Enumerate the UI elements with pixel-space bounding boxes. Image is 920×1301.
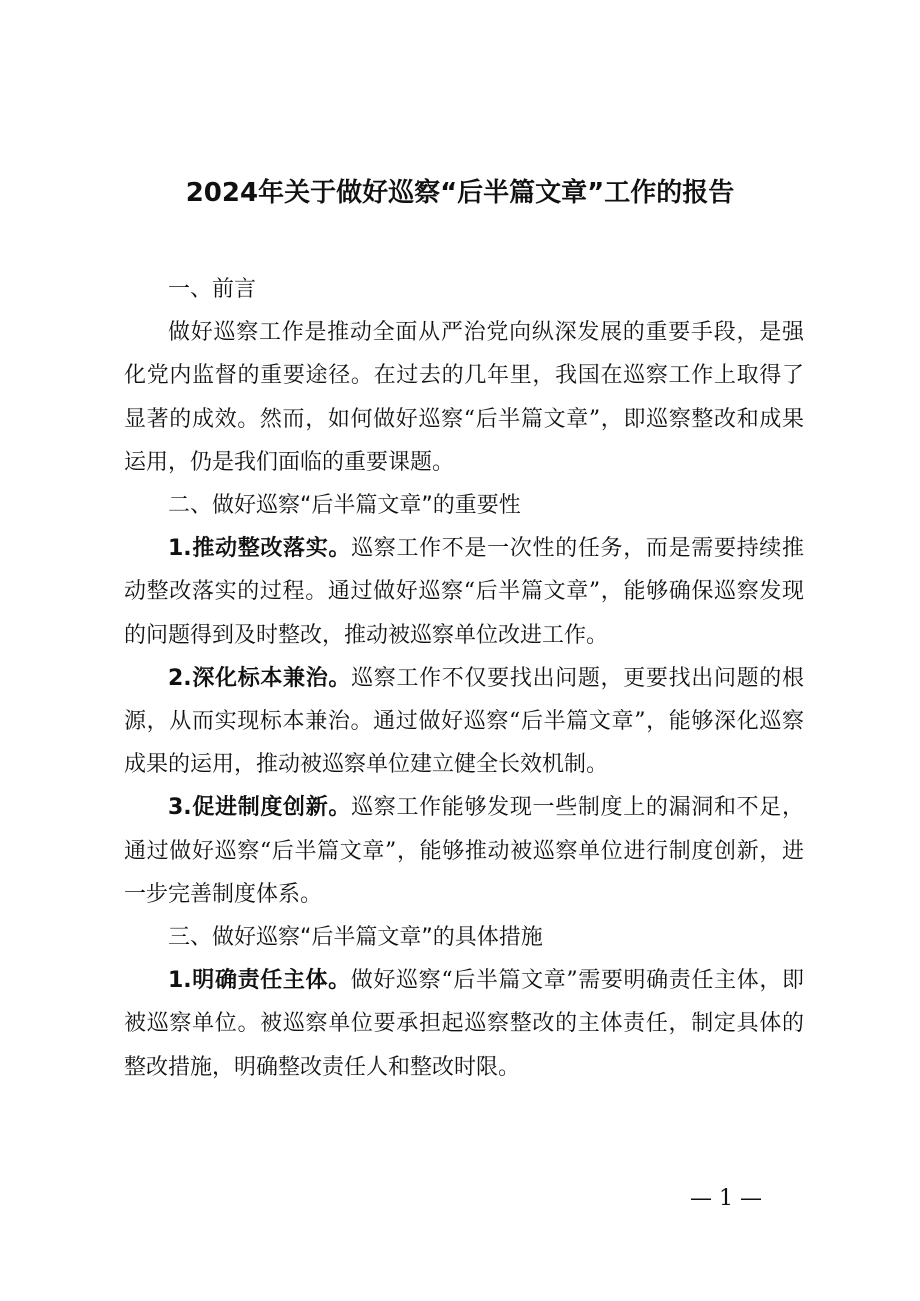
item-lead: 1.推动整改落实。 bbox=[168, 536, 352, 562]
page-number: — 1 — bbox=[690, 1186, 762, 1211]
paragraph-preface: 做好巡察工作是推动全面从严治党向纵深发展的重要手段，是强化党内监督的重要途径。在过去的几年里，我国在巡察工作上取得了显著的成效。然而，如何做好巡察“后半篇文章”，即巡察整改和成果运用，仍是我们面临的重要课题。 bbox=[124, 320, 804, 475]
document-body bbox=[124, 268, 804, 1089]
section-heading-preface: 一、前言 bbox=[168, 277, 257, 302]
item-lead: 1.明确责任主体。 bbox=[168, 968, 351, 994]
paragraph-item bbox=[124, 959, 804, 1089]
item-text: 巡察工作不仅要找出问题，更要找出问题的根源，从而实现标本兼治。通过做好巡察“后半篇文章”，能够深化巡察成果的运用，推动被巡察单位建立健全长效机制。 bbox=[124, 665, 804, 778]
paragraph-item bbox=[124, 527, 804, 657]
paragraph-item bbox=[124, 786, 804, 916]
paragraph-item bbox=[124, 657, 804, 787]
item-lead: 2.深化标本兼治。 bbox=[168, 665, 352, 691]
section-heading-measures: 三、做好巡察“后半篇文章”的具体措施 bbox=[168, 925, 543, 951]
item-lead: 3.促进制度创新。 bbox=[168, 795, 352, 821]
item-text: 做好巡察“后半篇文章”需要明确责任主体，即被巡察单位。被巡察单位要承担起巡察整改的主体责任，制定具体的整改措施，明确整改责任人和整改时限。 bbox=[124, 968, 804, 1080]
page-title: 2024年关于做好巡察“后半篇文章”工作的报告 bbox=[185, 178, 735, 208]
item-text: 巡察工作能够发现一些制度上的漏洞和不足，通过做好巡察“后半篇文章”，能够推动被巡察单位进行制度创新，进一步完善制度体系。 bbox=[124, 795, 804, 907]
section-heading-importance: 二、做好巡察“后半篇文章”的重要性 bbox=[168, 493, 521, 519]
item-text: 巡察工作不是一次性的任务，而是需要持续推动整改落实的过程。通过做好巡察“后半篇文章”，能够确保巡察发现的问题得到及时整改，推动被巡察单位改进工作。 bbox=[124, 536, 804, 648]
